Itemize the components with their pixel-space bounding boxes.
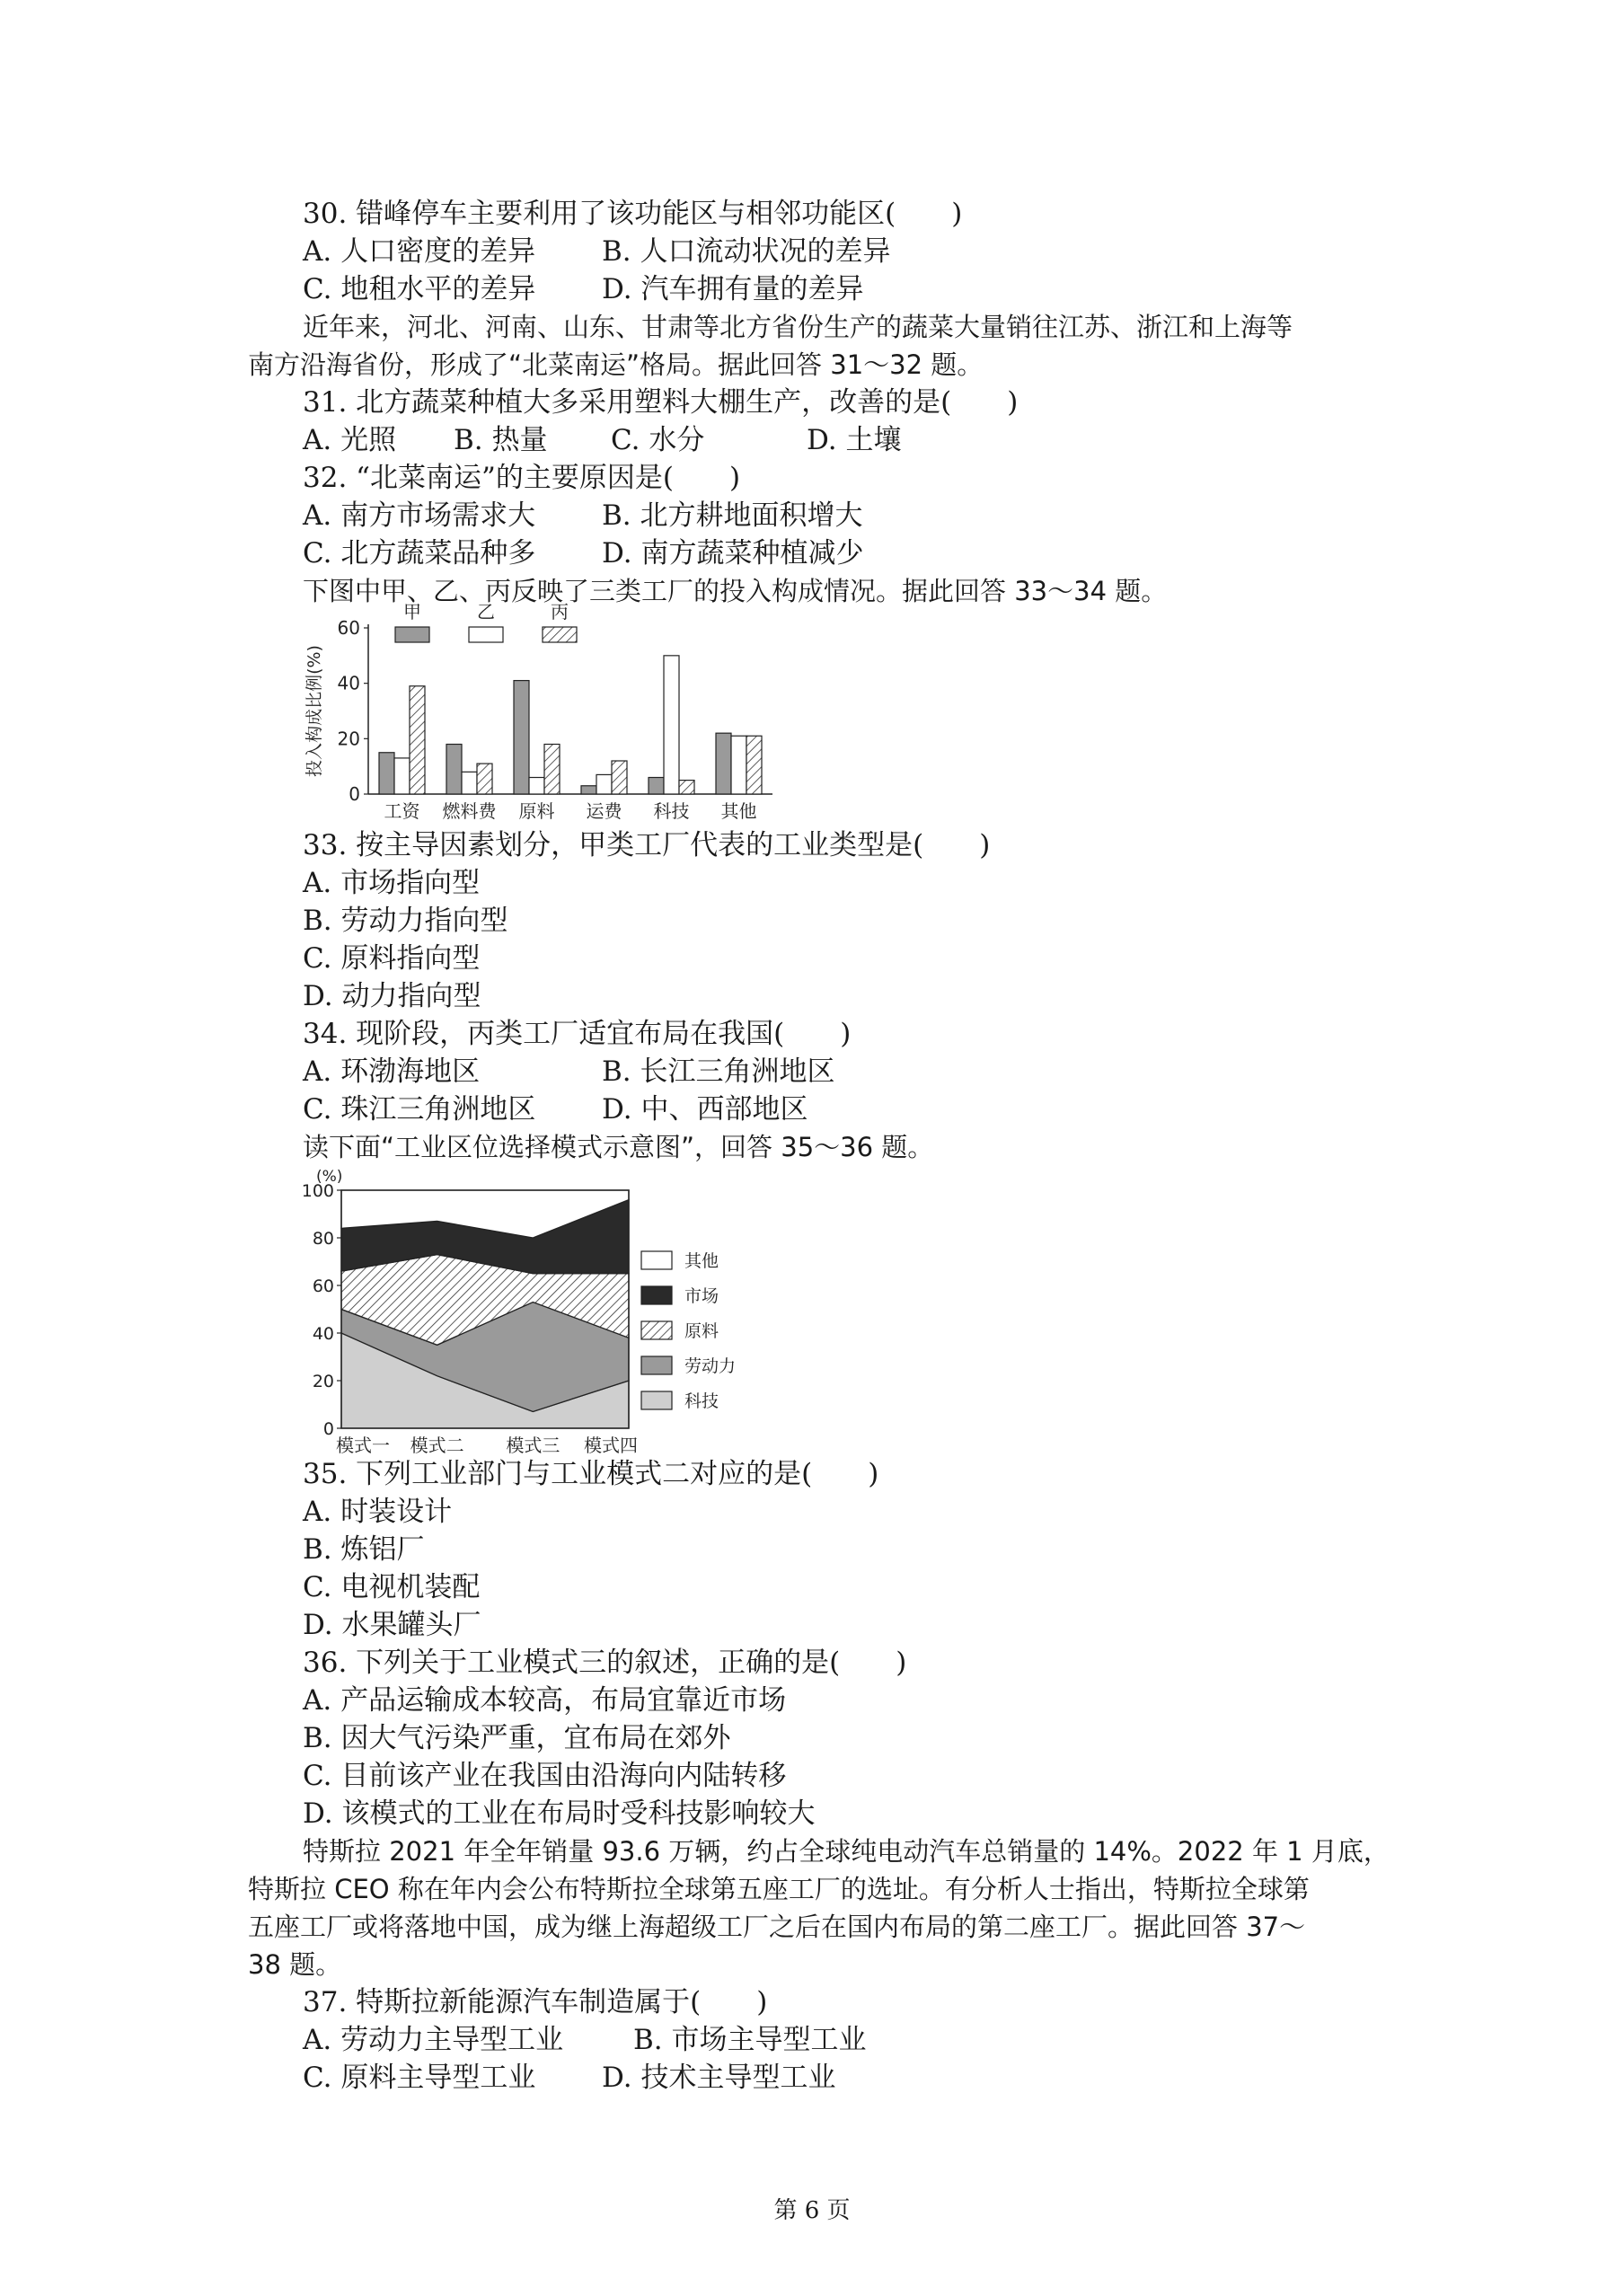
y-tick-label: 0 — [322, 1419, 334, 1439]
option-b: B. 因大气污染严重，宜布局在郊外 — [303, 1722, 731, 1754]
bar-甲-原料 — [514, 681, 529, 794]
legend-label: 其他 — [684, 1251, 719, 1271]
legend-swatch-丙 — [543, 627, 577, 642]
x-tick-label: 原料 — [518, 800, 555, 822]
intro-text: 五座工厂或将落地中国，成为继上海超级工厂之后在国内布局的第二座工厂。据此回答 37～ — [248, 1912, 1306, 1942]
option-d: D. 水果罐头厂 — [303, 1609, 481, 1641]
option-b: B. 市场主导型工业 — [633, 2024, 867, 2056]
question-36-stem: 36. 下列关于工业模式三的叙述，正确的是( ) — [303, 1647, 907, 1679]
bar-丙-燃料费 — [477, 764, 492, 794]
option-b: B. 炼铝厂 — [303, 1533, 425, 1566]
area-chart-svg — [296, 1159, 799, 1455]
bar-丙-原料 — [544, 745, 560, 795]
option-a: A. 时装设计 — [303, 1496, 453, 1528]
bar-丙-科技 — [679, 781, 694, 794]
question-35-stem: 35. 下列工业部门与工业模式二对应的是( ) — [303, 1458, 879, 1490]
option-c: C. 目前该产业在我国由沿海向内陆转移 — [303, 1760, 787, 1792]
question-31-stem: 31. 北方蔬菜种植大多采用塑料大棚生产，改善的是( ) — [303, 386, 1019, 419]
legend-swatch-甲 — [395, 627, 429, 642]
x-tick-label: 模式四 — [584, 1435, 638, 1456]
legend-label: 甲 — [403, 601, 421, 623]
option-b: B. 人口流动状况的差异 — [602, 235, 891, 268]
legend-label: 劳动力 — [684, 1356, 737, 1376]
option-a: A. 市场指向型 — [303, 867, 481, 899]
legend-label: 丙 — [551, 601, 569, 623]
intro-text: 南方沿海省份，形成了“北菜南运”格局。据此回答 31～32 题。 — [248, 349, 984, 380]
y-axis-label: 投入构成比例(%) — [304, 645, 324, 777]
intro-text: 近年来，河北、河南、山东、甘肃等北方省份生产的蔬菜大量销往江苏、浙江和上海等 — [303, 312, 1293, 342]
x-tick-label: 科技 — [653, 800, 690, 822]
legend-label: 市场 — [684, 1286, 719, 1306]
option-c: C. 原料主导型工业 — [303, 2062, 536, 2094]
bar-乙-燃料费 — [462, 772, 477, 794]
bar-丙-运费 — [612, 761, 627, 794]
bar-甲-其他 — [716, 733, 731, 794]
x-tick-label: 模式二 — [410, 1435, 464, 1456]
bar-丙-其他 — [746, 736, 762, 794]
bar-甲-运费 — [581, 786, 596, 794]
x-tick-label: 模式一 — [336, 1435, 390, 1456]
legend-swatch-乙 — [469, 627, 503, 642]
legend-label: 乙 — [477, 601, 495, 623]
bar-乙-工资 — [394, 758, 410, 794]
y-axis-unit-label: (%) — [316, 1168, 343, 1186]
y-tick-label: 40 — [337, 672, 360, 694]
option-a: A. 南方市场需求大 — [303, 499, 536, 532]
legend-label: 科技 — [684, 1391, 719, 1411]
bar-甲-燃料费 — [446, 745, 462, 795]
legend-label: 原料 — [684, 1321, 719, 1341]
intro-text: 读下面“工业区位选择模式示意图”，回答 35～36 题。 — [303, 1132, 934, 1162]
question-30-stem: 30. 错峰停车主要利用了该功能区与相邻功能区( ) — [303, 198, 963, 230]
bar-甲-工资 — [379, 753, 394, 794]
y-tick-label: 40 — [312, 1324, 334, 1344]
bar-乙-原料 — [529, 778, 544, 795]
option-d: D. 汽车拥有量的差异 — [602, 273, 864, 305]
option-d: D. 该模式的工业在布局时受科技影响较大 — [303, 1797, 816, 1830]
option-c: C. 电视机装配 — [303, 1571, 481, 1603]
option-c: C. 水分 — [611, 424, 705, 456]
option-a: A. 产品运输成本较高，布局宜靠近市场 — [303, 1684, 787, 1717]
question-37-stem: 37. 特斯拉新能源汽车制造属于( ) — [303, 1986, 768, 2018]
bar-甲-科技 — [649, 778, 664, 795]
x-tick-label: 其他 — [720, 800, 757, 822]
bar-chart-svg — [296, 600, 799, 825]
question-34-stem: 34. 现阶段，丙类工厂适宜布局在我国( ) — [303, 1018, 852, 1050]
industry-location-area-chart — [296, 1159, 799, 1455]
page-number: 第 6 页 — [773, 2197, 851, 2224]
option-b: B. 长江三角洲地区 — [602, 1055, 835, 1088]
option-d: D. 动力指向型 — [303, 980, 481, 1012]
y-tick-label: 0 — [349, 783, 360, 805]
option-d: D. 中、西部地区 — [602, 1093, 808, 1126]
input-structure-bar-chart — [296, 600, 799, 825]
x-tick-label: 工资 — [384, 800, 420, 822]
legend-swatch-市场 — [641, 1286, 672, 1304]
option-b: B. 北方耕地面积增大 — [602, 499, 863, 532]
option-c: C. 珠江三角洲地区 — [303, 1093, 536, 1126]
bar-乙-其他 — [731, 736, 746, 794]
legend-swatch-劳动力 — [641, 1356, 672, 1374]
option-a: A. 人口密度的差异 — [303, 235, 536, 268]
y-tick-label: 60 — [312, 1276, 334, 1296]
intro-text: 特斯拉 CEO 称在年内会公布特斯拉全球第五座工厂的选址。有分析人士指出，特斯拉全球第 — [248, 1874, 1310, 1904]
legend-swatch-其他 — [641, 1251, 672, 1269]
intro-text: 特斯拉 2021 年全年销量 93.6 万辆，约占全球纯电动汽车总销量的 14%。2022 年 1 月底， — [303, 1836, 1390, 1867]
legend-swatch-原料 — [641, 1321, 672, 1339]
bar-乙-科技 — [664, 656, 679, 794]
x-tick-label: 模式三 — [506, 1435, 560, 1456]
legend-swatch-科技 — [641, 1391, 672, 1409]
option-d: D. 土壤 — [807, 424, 902, 456]
option-a: A. 劳动力主导型工业 — [303, 2024, 564, 2056]
x-tick-label: 运费 — [586, 800, 622, 822]
option-a: A. 环渤海地区 — [303, 1055, 481, 1088]
bar-乙-运费 — [596, 774, 612, 794]
bar-丙-工资 — [410, 686, 425, 794]
option-c: C. 北方蔬菜品种多 — [303, 537, 536, 570]
option-d: D. 南方蔬菜种植减少 — [602, 537, 864, 570]
y-tick-label: 60 — [337, 617, 360, 639]
y-tick-label: 20 — [337, 728, 360, 750]
question-32-stem: 32. “北菜南运”的主要原因是( ) — [303, 462, 741, 494]
option-d: D. 技术主导型工业 — [602, 2062, 836, 2094]
x-tick-label: 燃料费 — [442, 800, 497, 822]
intro-text: 下图中甲、乙、丙反映了三类工厂的投入构成情况。据此回答 33～34 题。 — [303, 576, 1168, 606]
option-b: B. 劳动力指向型 — [303, 905, 508, 937]
y-tick-label: 80 — [312, 1229, 334, 1249]
option-a: A. 光照 — [303, 424, 397, 456]
question-33-stem: 33. 按主导因素划分，甲类工厂代表的工业类型是( ) — [303, 829, 991, 861]
intro-text: 38 题。 — [248, 1949, 342, 1980]
option-c: C. 原料指向型 — [303, 942, 481, 975]
option-b: B. 热量 — [454, 424, 548, 456]
option-c: C. 地租水平的差异 — [303, 273, 536, 305]
y-tick-label: 20 — [312, 1372, 334, 1391]
y-tick-label: 100 — [301, 1181, 334, 1201]
